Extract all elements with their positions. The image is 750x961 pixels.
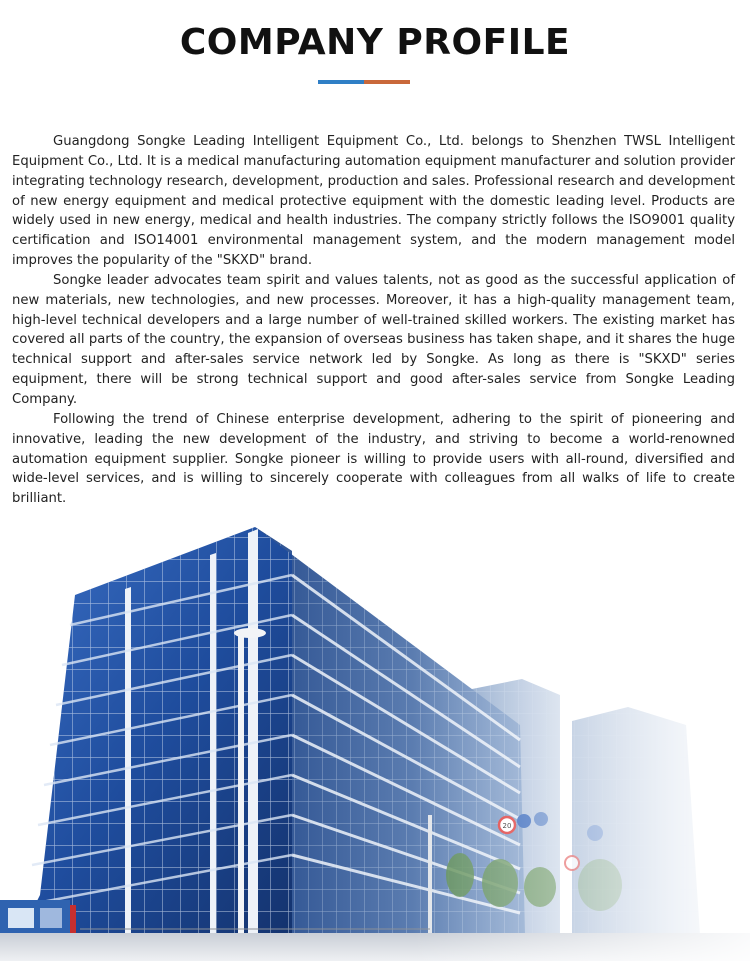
paragraph-intro: Guangdong Songke Leading Intelligent Equipment Co., Ltd. belongs to Shenzhen TWSL Intelligent Equipment Co., Ltd. It is a medical manufacturing automation equipment manufacturer and solution provider integrating technology research, development, production and sales. Professional research and development of new energy equipment and medical protective equipment with the domestic leading level. Products are widely used in new energy, medical and health industries. The company strictly follows the ISO9001 quality certification and ISO14001 environmental management system, and the modern management model improves the popularity of the "SKXD" brand. [12, 134, 735, 269]
right-fade [0, 515, 750, 961]
title-divider [318, 80, 410, 84]
building-illustration [0, 515, 750, 961]
company-building-photo [0, 515, 750, 961]
company-description [12, 132, 735, 509]
divider-orange-segment [364, 80, 410, 84]
paragraph-team: Songke leader advocates team spirit and values talents, not as good as the successful application of new materials, new technologies, and new processes. Moreover, it has a high-quality management team, high-level technical developers and a large number of well-trained skilled workers. The existing market has covered all parts of the country, the expansion of overseas business has taken shape, and it shares the huge technical support and after-sales service network led by Songke. As long as there is "SKXD" series equipment, there will be strong technical support and good after-sales service from Songke Leading Company. [12, 272, 735, 407]
divider-blue-segment [318, 80, 364, 84]
paragraph-vision: Following the trend of Chinese enterprise development, adhering to the spirit of pioneering and innovative, leading the new development of the industry, and striving to become a world-renowned automation equipment supplier. Songke pioneer is willing to provide users with all-round, diversified and wide-level services, and is willing to sincerely cooperate with colleagues from all walks of life to create brilliant. [12, 411, 735, 507]
page-title: COMPANY PROFILE [179, 22, 571, 63]
